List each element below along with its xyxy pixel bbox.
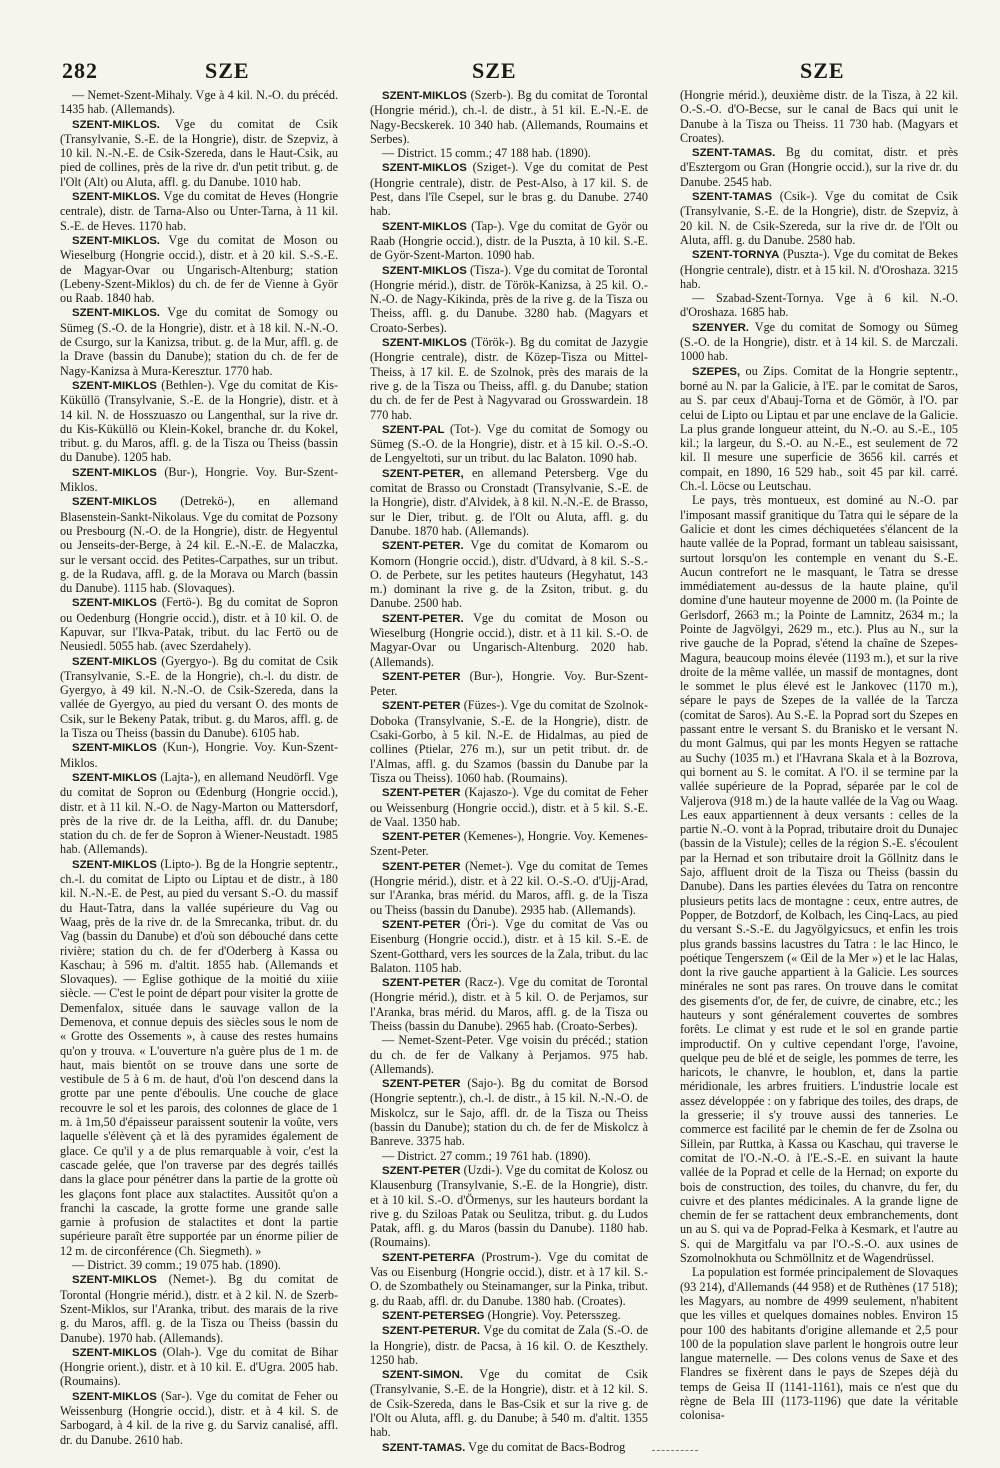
entry-text: Bg du comitat, distr. et près d'Esztergom ou Gran (Hongrie occid.), sur la rive dr. du Danube. 2545 hab. [680,145,959,189]
dictionary-entry [680,364,958,494]
entry-text: (Kemenes-), Hongrie. Voy. Kemenes-Szent-Peter. [370,829,648,859]
entry-text: (Hongrie). Voy. Petersszeg. [487,1307,621,1322]
entry-headword: SZENT-PETER [382,787,461,800]
entry-text: (Öri-). Vge du comitat de Vas ou Eisenburg (Hongrie occid.), distr. et à 15 kil. S.-E. de Szent-Gotthard, vers les sources de la Zala, tribut. du lac Balaton. 1105 hab. [370,916,648,975]
entry-headword: SZENT-PETER [382,831,461,844]
dictionary-entry [60,1345,338,1389]
entry-headword: SZENT-TAMAS. [382,1441,466,1454]
entry-headword: SZENT-MIKLOS [382,90,467,102]
entry-headword: SZENT-MIKLOS [72,1346,157,1359]
entry-text: (Sar-). Vge du comitat de Feher ou Weissenburg (Hongrie occid.), distr. et à 4 kil. S. de Sarbogard, à 4 kil. de la rive g. du Sarviz canalisé, affl. dr. du Danube. 2610 hab. [60,1388,338,1447]
entry-text: — Nemet-Szent-Mihaly. Vge à 4 kil. N.-O. du précéd. 1435 hab. (Allemands). [60,88,338,117]
entry-text: (Bur-), Hongrie. Voy. Bur-Szent-Miklos. [60,464,338,495]
dictionary-entry [370,785,648,829]
entry-headword: SZENT-PETER, [382,467,464,480]
entry-text: (Fertö-). Bg du comitat de Sopron ou Oedenburg (Hongrie occid.), distr. et à 10 kil. O. de Kapuvar, sur l'Ikva-Patak, tribut. du lac Fertö ou de Neusiedl. 5055 hab. (avec Szerdahely). [60,595,339,654]
entry-text: (Füzes-). Vge du comitat de Szolnok-Doboka (Transylvanie, S.-E. de la Hongrie), distr. de Csaki-Gorbo, à 5 kil. N.-E. de Hidalmas, au pied de collines (Ptielar, 276 m.), sur un petit tribut. dr. de l'Almas, affl. g. du Szamos (bassin du Danube par la Tisza ou Theiss). 1060 hab. (Roumains). [370,698,649,785]
entry-text: (Prostrum-). Vge du comitat de Vas ou Eisenburg (Hongrie occid.), distr. et à 17 kil. S.-O. de Szombathely ou Steinamanger, sur la Pinka, tribut. g. du Raab, affl. dr. du Danube. 1380 hab. (Croates). [370,1249,648,1308]
entry-headword: SZENT-PETER [382,918,461,931]
entry-headword: SZENT-MIKLOS [72,379,157,392]
page-number: 282 [62,58,98,83]
entry-headword: SZENT-MIKLOS [72,1274,157,1287]
entry-headword: SZENT-PETER [382,977,461,990]
footer-rule [652,1450,698,1451]
entry-text: (Tot-). Vge du comitat de Somogy ou Sümeg (S.-O. de la Hongrie), distr. et à 15 kil. O.-S.-O. de Lengyeltoti, sur un tribut. du lac Balaton. 1090 hab. [370,421,648,466]
entry-headword: SZENT-PETER. [382,612,464,625]
entry-headword: SZENT-MIKLOS [382,220,467,233]
dictionary-entry [370,1323,648,1367]
entry-headword: SZENT-TORNYA [692,249,780,262]
dictionary-entry [60,1258,338,1272]
dictionary-entry [680,493,958,1265]
entry-text: Vge du comitat de Bacs-Bodrog [468,1439,626,1454]
entry-headword: SZENT-MIKLOS [382,162,467,175]
entry-text: Vge du comitat de Moson ou Wieselburg (Hongrie occid.), distr. et à 11 kil. S.-O. de Magyar-Ovar ou Ungarisch-Altenburg. 2020 hab. (Allemands). [370,610,648,669]
dictionary-entry [370,1033,648,1076]
entry-text: (Sziget-). Vge du comitat de Pest (Hongrie centrale), distr. de Pest-Also, à 17 kil. S. de Pest, dans l'île Csepel, sur le bras g. du Danube. 2740 hab. [370,160,648,219]
dictionary-entry [60,654,338,741]
dictionary-entry [60,1389,338,1447]
dictionary-entry [60,740,338,770]
entry-text: (Puszta-). Vge du comitat de Bekes (Hongrie centrale), distr. et à 15 kil. N. d'Oroshaza. 3215 hab. [680,247,959,291]
dictionary-entry [60,857,338,1258]
dictionary-entry [60,595,338,653]
dictionary-entry [60,88,338,117]
entry-headword: SZENT-MIKLOS. [72,118,160,131]
dictionary-entry [370,611,648,669]
entry-headword: SZENT-PETERSEG [382,1309,485,1322]
entry-headword: SZENT-MIKLOS [72,742,157,755]
dictionary-entry [370,1367,648,1439]
dictionary-entry [370,160,648,218]
dictionary-entry [60,117,338,189]
entry-headword: SZENT-PETERUR. [382,1325,481,1338]
entry-headword: SZENT-TAMAS. [692,147,776,160]
text-column-middle [370,88,649,1454]
entry-text: (Szerb-). Bg du comitat de Torontal (Hongrie mérid.), ch.-l. de distr., à 51 kil. E.-N.-E. de Nagy-Becskerek. 10 340 hab. (Allemands, Roumains et Serbes). [370,88,648,146]
entry-text: — Nemet-Szent-Peter. Vge voisin du précéd.; station du ch. de fer de Valkany à Perjamos. 975 hab. (Allemands). [370,1033,648,1076]
entry-headword: SZENYER. [692,321,749,334]
entry-text: (Racz-). Vge du comitat de Torontal (Hongrie mérid.), distr. et à 5 kil. O. de Perjamos, sur l'Aranka, bras mérid. du Maros, affl. g. de la Tisza ou Theiss (bassin du Danube). 2965 hab. (Croato-Serbes). [370,975,648,1033]
text-column-right [680,88,958,1428]
entry-text: (Lipto-). Bg de la Hongrie septentr., ch.-l. du comitat de Lipto ou Liptau et de distr., à 180 kil. N.-N.-E. de Pest, au pied du versant S.-O. du massif du Haut-Tatra, dans la vallée supérieure du Vag ou Waag, près de la rive dr. de la Smrecanka, tribut. dr. du Vag (bassin du Danube) et d'où son débouché dans cette rivière; station du ch. de fer d'Oderberg à Kassa ou Kaschau; à 596 m. d'altit. 1855 hab. (Allemands et Slovaques). — Eglise gothique de la moitié du xiiie siècle. — C'est le point de départ pour visiter la grotte de Demenfalox, située dans le sauvage vallon de la Demenova, et connue depuis des siècles sous le nom de « Grotte des Ossements », à cause des restes humains qu'on y trouva. « L'ouverture n'a guère plus de 1 m. de haut, mais bientôt on se trouve dans une sorte de vestibule de 5 à 6 m. de haut, d'où l'on descend dans la grotte par une pente d'éboulis. Une couche de glace recouvre le sol et les parois, des colonnes de glace de 1 m. à 1m,50 d'épaisseur paraissent soutenir la voûte, vers laquelle s'élèvent çà et là des pyramides également de glace. Ce qu'il y a de plus remarquable à voir, c'est la cascade gelée, que l'on traverse par des degrés taillés dans la glace pour pénétrer dans la partie de la grotte où les glaçons font place aux stalactites. Aussitôt qu'on a franchi la cascade, la grotte forme une grande salle garnie à profusion de stalactites et dont la partie supérieure paraît être supportée par un énorme pilier de 12 m. de circonférence (Ch. Siegmeth). » [60,856,339,1258]
entry-text: (Török-). Bg du comitat de Jazygie (Hongrie centrale), distr. de Közep-Tisza ou Mittel-Theiss, à 17 kil. E. de Szolnok, près des marais de la rive g. de la Tisza ou Theiss, affl. g. du Danube; station du ch. de fer de Pest à Nagyvarad ou Grosswardein. 18 770 hab. [370,335,649,422]
entry-text: (Tisza-). Vge du comitat de Torontal (Hongrie mérid.), distr. de Török-Kanizsa, à 25 kil. O.-N.-O. de Nagy-Kikinda, près de la rive g. de la Tisza ou Theiss, affl. g. du Danube. 3280 hab. (Magyars et Croato-Serbes). [370,262,649,335]
dictionary-entry [370,1076,648,1148]
dictionary-entry [680,1265,958,1422]
dictionary-entry [370,146,648,160]
entry-text: (Gyergyo-). Bg du comitat de Csik (Transylvanie, S.-E. de la Hongrie), ch.-l. du distr. de Gyergyo, à 49 kil. N.-N.-O. de Csik-Szereda, dans la vallée de Gyergyo, au pied du versant O. des monts de Csik, sur le Bekeny Patak, tribut. g. du Maros, affl. g. de la Tisza ou Theiss (bassin du Danube). 6105 hab. [60,653,339,741]
entry-text: Vge du comitat de Csik (Transylvanie, S.-E. de la Hongrie), distr. et à 12 kil. S. de Csik-Szereda, dans le Bas-Csik et sur la rive g. de l'Olt ou Aluta, affl. g. du Danube; à 540 m. d'altit. 1355 hab. [370,1367,649,1440]
entry-text: (Detrekö-), en allemand Blasenstein-Sankt-Nikolaus. Vge du comitat de Pozsony ou Presbourg (N.-O. de la Hongrie), distr. de Hegyentul ou Jenseits-der-Berge, à 24 kil. E.-N.-E. de Malaczka, sur le versant occid. des Petites-Carpathes, sur un tribut. g. de la Rudava, affl. g. de la Morava ou March (bassin du Danube). 1115 hab. (Slovaques). [60,494,338,596]
entry-text: (Kun-), Hongrie. Voy. Kun-Szent-Miklos. [60,740,338,770]
entry-headword: SZENT-MIKLOS [72,771,157,784]
dictionary-entry [680,291,958,320]
dictionary-entry [370,219,648,263]
dictionary-entry [370,422,648,466]
entry-text: (Uzdi-). Vge du comitat de Kolosz ou Klausenburg (Transylvanie, S.-E. de la Hongrie), distr. et à 10 kil. S.-O. d'Örmenys, sur les hauteurs bordant la rive g. du Sziloas Patak ou Seulitza, tribut. g. du Ludos Patak, affl. g. du Maros (bassin du Danube). 1180 hab. (Roumains). [370,1162,648,1250]
dictionary-entry [370,698,648,785]
text-column-left [60,88,339,1447]
entry-headword: SZENT-PAL [382,423,445,436]
entry-headword: SZENT-MIKLOS. [72,307,160,320]
entry-text: (Bur-), Hongrie. Voy. Bur-Szent-Peter. [370,668,648,699]
entry-text: (Hongrie mérid.), deuxième distr. de la Tisza, à 22 kil. O.-S.-O. d'O-Becse, sur le canal de Bacs qui unit le Danube à la Tisza ou Theiss. 11 730 hab. (Magyars et Croates). [680,88,958,145]
entry-headword: SZENT-MIKLOS. [72,191,160,204]
entry-text: (Kajaszo-). Vge du comitat de Feher ou Weissenburg (Hongrie occid.), distr. et à 5 kil. S.-E. de Vaal. 1350 hab. [370,785,648,829]
dictionary-entry [60,770,338,857]
entry-text: Vge du comitat de Heves (Hongrie centrale), distr. de Tarna-Also ou Unter-Tarna, à 11 kil. S.-E. de Heves. 1170 hab. [60,189,338,233]
dictionary-entry [60,189,338,233]
entry-text: Le pays, très montueux, est dominé au N.-O. par l'imposant massif granitique du Tatra qui le sépare de la Galicie et dont les cimes déchiquetées s'élancent de la haute vallée de la Poprad, formant un tableau saisissant, surtout lorsqu'on les contemple en venant du S.-E. Aucun contrefort ne le masquant, le Tatra se dresse immédiatement au-dessus de la haute plaine, qu'il domine d'une hauteur moyenne de 2000 m. (la Pointe de Gerlsdorf, 2663 m.; la Pointe de Lamnitz, 2634 m.; la Pointe de Jagvölgyi, 2629 m., etc.). Plus au N., sur la rive gauche de la Poprad, s'étend la chaîne de Szepes-Magura, beaucoup moins élevée (1193 m.), et sur la rive droite de la même vallée, un massif de montagnes, dont le sommet le plus élevé est le Jankovec (1170 m.), sépare le pays de Szepes de la vallée de la Tarcza (comitat de Saros). Au S.-E. la Poprad sort du Szepes en passant entre le versant S. du Branisko et le versant N. du mont Galmus, qui par les monts Hegyen se rattache au Suchy (1035 m.) et l'Havrana Skala et à la Bozrova, qui bornent au S. le comitat. A l'O. il se termine par la vallée supérieure de la Poprad, séparée par le col de Valjerova (918 m.) de la haute vallée de la Vag ou Waag. Les eaux appartiennent à deux versants : celles de la partie N.-O. vont à la Poprad, tributaire droit du Dunajec (bassin de la Vistule); celles de la région S.-E. s'écoulent par la Hernad et son tributaire droit la Göllnitz dans le Sajo, affluent droit de la Tisza ou Theiss (bassin du Danube). Dans les parties élevées du Tatra on rencontre plusieurs petits lacs de montagne : ceux, entre autres, de Popper, de Botzdorf, de Kolbach, les Cinq-Lacs, au pied du versant S.-S.-E. du Jagyölgyicsucs, et enfin les trois plus grands bassins lacustres du Tatra : le lac Hinco, le poétique Tengerszem (« Œil de la Mer ») et le lac Halas, dont la rive gauche appartient à la Galicie. Les sources minérales ne sont pas rares. On trouve dans le comitat des gisements d'or, de fer, de cuivre, de cinabre, etc.; les hauteurs y sont généralement couvertes de sombres forêts. Le climat y est rude et le sol en grande partie improductif. On y cultive cependant l'orge, l'avoine, quelque peu de blé et de seigle, les pommes de terre, les haricots, le chanvre, le houblon, et, dans la partie méridionale, les arbres fruitiers. L'industrie locale est assez développée : on y fabrique des toiles, des draps, de la gresserie; il s'y trouve aussi des tanneries. Le commerce est facilité par le chemin de fer de Zsolna ou Sillein, par Ruttka, à Kassa ou Kaschau, qui traverse le comitat de l'O.-N.-O. à l'E.-S.-E. en suivant la haute vallée de la Poprad et celle de la Hernad; on exporte du bois de construction, des toiles, du chanvre, du fer, du cuivre et des plantes médicinales. A la grande ligne de chemin de fer se rattachent deux embranchements, dont un au S. qui va de Poprad-Felka à Kesmark, et l'autre au S. qui de Margitfalu va par l'O.-S.-O. aux usines de Szomolnokhuta ou Schmöllnitz et de Wagendrüssel. [680,493,958,1266]
dictionary-entry [60,305,338,377]
entry-text: (Tap-). Vge du comitat de Györ ou Raab (Hongrie occid.), distr. de la Puszta, à 10 kil. S.-E. de Györ-Szent-Marton. 1090 hab. [370,218,649,263]
running-head-left: SZE [205,58,250,83]
entry-headword: SZENT-MIKLOS [72,1390,157,1403]
entry-headword: SZENT-PETERFA [382,1251,476,1264]
dictionary-entry [370,1149,648,1163]
dictionary-entry [370,1440,648,1455]
dictionary-entry [680,189,958,247]
entry-text: — District. 15 comm.; 47 188 hab. (1890). [382,146,591,161]
entry-headword: SZENT-PETER [382,1164,461,1177]
dictionary-entry [680,320,958,364]
entry-headword: SZENT-PETER [382,700,461,713]
dictionary-entry [370,917,648,975]
entry-text: (Nemet-). Vge du comitat de Temes (Hongrie mérid.), distr. et à 22 kil. O.-S.-O. d'Ujj-Arad, sur l'Aranka, bras mérid. du Maros, affl. g. de la Tisza ou Theiss (bassin du Danube). 2935 hab. (Allemands). [370,858,649,917]
entry-text: Vge du comitat de Komarom ou Komorn (Hongrie occid.), distr. d'Udvard, à 8 kil. S.-S.-O. de Perbete, sur les petites hauteurs (Hegyhatut, 143 m.) dominant la rive g. de la Zsiton, tribut. g. du Danube. 2500 hab. [370,538,649,611]
entry-headword: SZENT-MIKLOS. [72,234,160,247]
entry-text: — District. 27 comm.; 19 761 hab. (1890). [382,1148,591,1163]
entry-headword: SZENT-SIMON. [382,1369,464,1382]
entry-text: (Nemet-). Bg du comitat de Torontal (Hongrie mérid.), distr. et à 2 kil. N. de Szerb-Szent-Miklos, sur l'Aranka, tribut. des marais de la rive g. du Maros, affl. g. de la Tisza ou Theiss (bassin du Danube). 1970 hab. (Allemands). [60,1272,338,1345]
entry-text: La population est formée principalement de Slovaques (93 214), d'Allemands (44 958) et de Ruthènes (17 518); les Magyars, au nombre de 4999 seulement, n'habitent que les villes et quelques domaines nobles. Environ 15 pour 100 des habitants d'origine allemande et 2,5 pour 100 de la population slave parlent le hongrois outre leur langue maternelle. — Des colons venus de Saxe et des Flandres se fixèrent dans le pays de Szepes déjà du temps de Geisa II (1141-1161), mais ce n'est que du règne de Bela III (1173-1196) que date la véritable colonisa- [680,1265,959,1423]
dictionary-entry [370,1250,648,1308]
entry-text: ou Zips. Comitat de la Hongrie septentr., borné au N. par la Galicie, à l'E. par le comitat de Saros, au S. par ceux d'Abauj-Torna et de Gömör, à l'O. par celui de Lipto ou Liptau et par une enclave de la Galicie. La plus grande longueur atteint, du N.-O. au S.-E., 105 kil.; la largeur, du S.-O. au N.-E., est seulement de 72 kil. Il mesure une superficie de 3656 kil. carrés et compait, en 1890, 16 529 hab., soit 45 par kil. carré. Ch.-l. Löcse ou Leutschau. [680,363,958,494]
dictionary-entry [370,975,648,1033]
entry-headword: SZENT-MIKLOS [72,597,157,610]
entry-headword: SZENT-TAMAS [692,191,773,204]
dictionary-entry [60,378,338,465]
entry-text: — Szabad-Szent-Tornya. Vge à 6 kil. N.-O. d'Oroshaza. 1685 hab. [680,291,958,320]
entry-text: en allemand Petersberg. Vge du comitat de Brasso ou Cronstadt (Transylvanie, S.-E. de la Hongrie), distr. d'Alvidek, à 8 kil. N.-N.-E. de Brasso, sur le Dier, tribut. g. de l'Olt ou Aluta, affl. g. du Danube. 1870 hab. (Allemands). [370,465,648,538]
dictionary-entry [370,859,648,917]
dictionary-entry [370,466,648,538]
dictionary-entry [680,88,958,145]
entry-text: (Lajta-), en allemand Neudörfl. Vge du comitat de Sopron ou Œdenburg (Hongrie occid.), distr. et à 11 kil. N.-O. de Nagy-Marton ou Mattersdorf, près de la rive dr. de la Leitha, affl. dr. du Danube; station du ch. de fer de Sopron à Wiener-Neustadt. 1985 hab. (Allemands). [60,769,338,857]
entry-headword: SZEPES, [692,365,741,378]
entry-headword: SZENT-MIKLOS [72,466,157,479]
dictionary-entry [370,1163,648,1250]
entry-headword: SZENT-MIKLOS [72,655,157,668]
dictionary-entry [680,247,958,291]
entry-text: (Bethlen-). Vge du comitat de Kis-Küküllö (Transylvanie, S.-E. de la Hongrie), distr. et à 14 kil. N. de Hosszuaszo ou Langenthal, sur la rive dr. du Kis-Küküllö ou Klein-Kokel, branche dr. du Kokel, tribut. g. du Maros, affl. g. de la Tisza ou Theiss (bassin du Danube). 1205 hab. [60,377,339,465]
entry-text: Vge du comitat de Somogy ou Sümeg (S.-O. de la Hongrie), distr. et à 18 kil. N.-N.-O. de Csurgo, sur la Kanizsa, tribut. g. de la Mur, affl. g. de la Drave (bassin du Danube); station du ch. de fer de Nagy-Kanizsa à Mura-Keresztur. 1770 hab. [60,305,338,378]
dictionary-entry [370,88,648,146]
entry-headword: SZENT-MIKLOS [72,496,157,509]
running-head-right: SZE [800,58,845,83]
entry-headword: SZENT-PETER [382,1078,461,1091]
entry-text: (Sajo-). Bg du comitat de Borsod (Hongrie septentr.), ch.-l. de distr., à 15 kil. N.-N.-O. de Miskolcz, sur le Sajo, affl. dr. de la Tisza ou Theiss (bassin du Danube); station du ch. de fer de Miskolcz à Banreve. 3375 hab. [370,1076,648,1149]
entry-text: Vge du comitat de Zala (S.-O. de la Hongrie), distr. de Pacsa, à 16 kil. O. de Keszthely. 1250 hab. [370,1323,649,1367]
running-head-center: SZE [472,58,517,83]
entry-headword: SZENT-PETER. [382,540,464,553]
entry-text: Vge du comitat de Csik (Transylvanie, S.-E. de la Hongrie), distr. de Szepviz, à 10 kil. N.-N.-E. de Csik-Szereda, dans le Haut-Csik, au pied de collines, près de la rive dr. d'un petit tribut. g. de l'Olt (Alt) ou Aluta, affl. g. du Danube. 1010 hab. [60,116,339,189]
dictionary-entry [680,145,958,189]
entry-headword: SZENT-MIKLOS [382,264,467,277]
entry-headword: SZENT-MIKLOS [382,337,467,350]
dictionary-entry [370,1308,648,1323]
dictionary-entry [370,538,648,610]
entry-headword: SZENT-PETER [382,860,461,873]
entry-text: (Csik-). Vge du comitat de Csik (Transylvanie, S.-E. de la Hongrie), distr. de Szepviz, à 20 kil. N. de Csik-Szereda, sur la rive dr. de l'Olt ou Aluta, affl. g. du Danube. 2580 hab. [680,189,958,247]
entry-headword: SZENT-PETER [382,670,461,683]
dictionary-entry [370,829,648,859]
dictionary-entry [60,1272,338,1344]
dictionary-entry [370,335,648,422]
dictionary-entry [60,494,338,595]
entry-text: (Olah-). Vge du comitat de Bihar (Hongrie orient.), distr. et à 10 kil. E. d'Ugra. 2005 hab. (Roumains). [60,1344,338,1389]
dictionary-entry [370,263,648,335]
dictionary-entry [60,233,338,305]
entry-text: — District. 39 comm.; 19 075 hab. (1890). [72,1258,281,1273]
entry-headword: SZENT-MIKLOS [72,858,157,871]
dictionary-entry [370,669,648,699]
entry-text: Vge du comitat de Somogy ou Sümeg (S.-O. de la Hongrie), distr. et à 14 kil. S. de Marczali. 1000 hab. [680,319,959,364]
dictionary-entry [60,465,338,495]
entry-text: Vge du comitat de Moson ou Wieselburg (Hongrie occid.), distr. et à 20 kil. S.-S.-E. de Magyar-Ovar ou Ungarisch-Altenburg; station (Lebeny-Szent-Miklos) du ch. de fer de Vienne à Györ ou Raab. 1840 hab. [60,232,338,306]
